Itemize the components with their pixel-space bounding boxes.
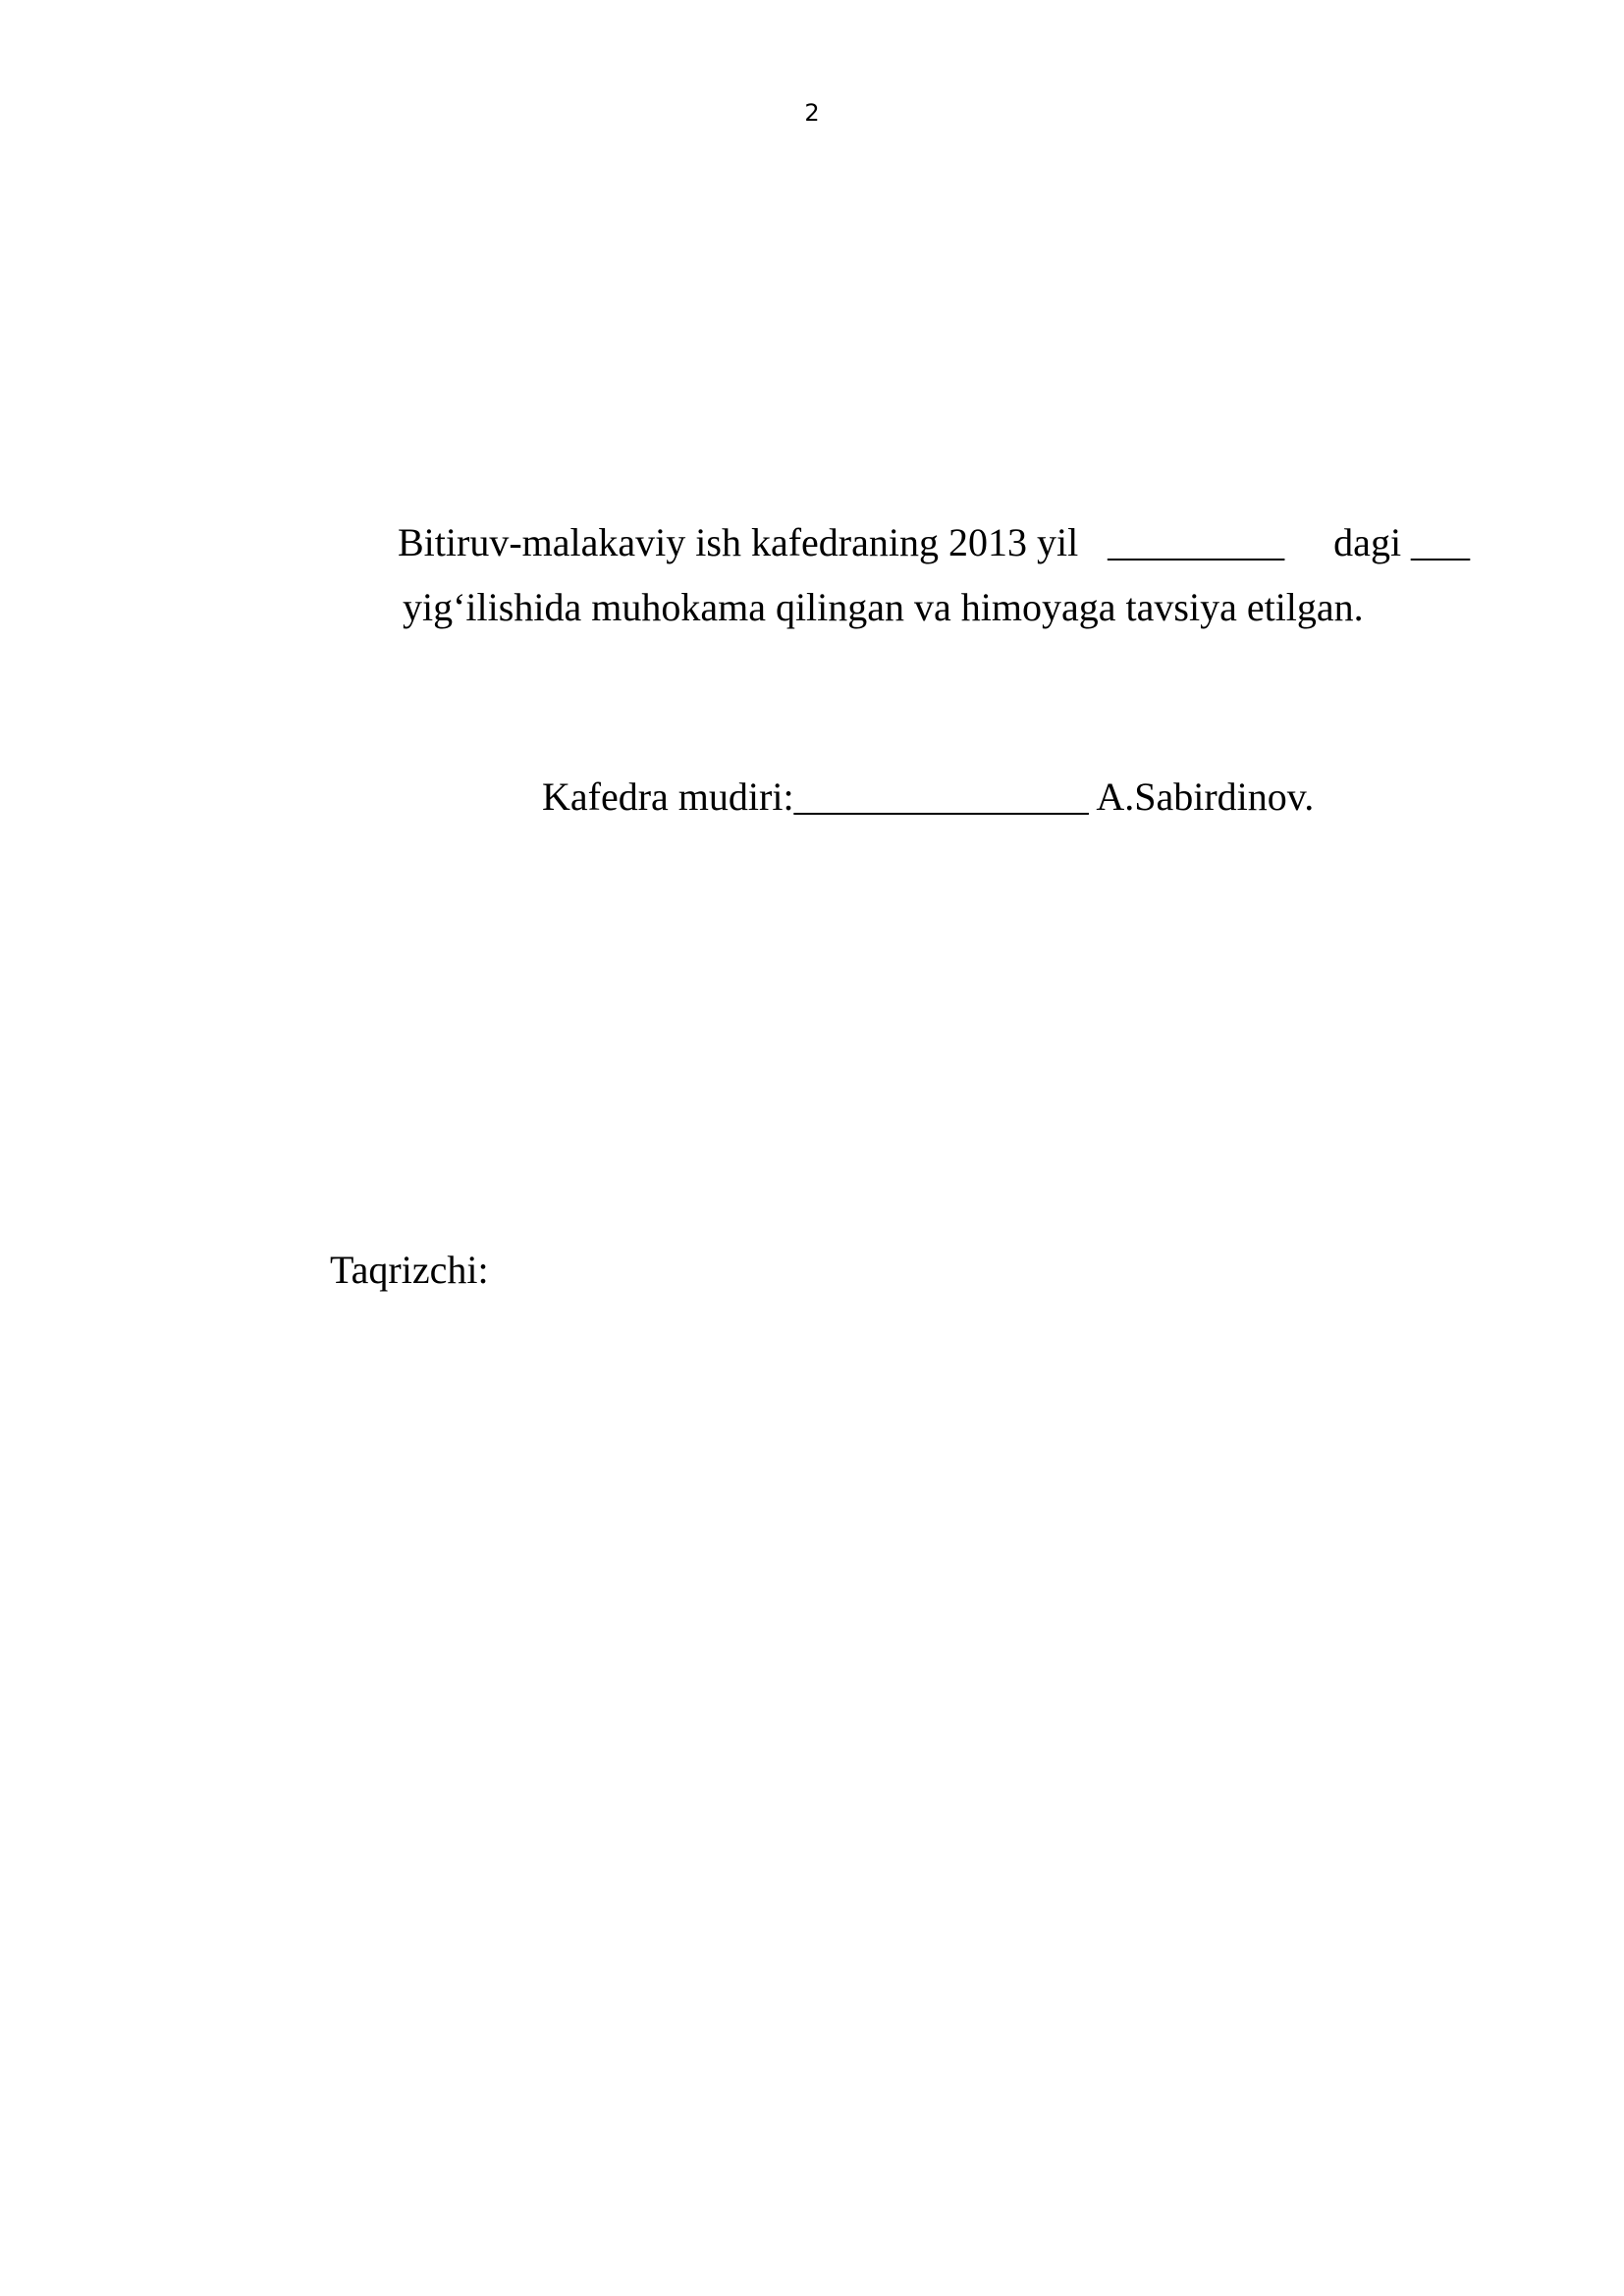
head-of-department-signature-line: Kafedra mudiri:_______________ A.Sabirdinov. xyxy=(542,774,1315,819)
approval-line-2: yig‘ilishida muhokama qilingan va himoyaga tavsiya etilgan. xyxy=(403,585,1364,629)
approval-line-1: Bitiruv-malakaviy ish kafedraning 2013 yil _________ dagi ___ xyxy=(398,520,1471,564)
reviewer-label: Taqrizchi: xyxy=(330,1248,489,1292)
page-number: 2 xyxy=(804,99,820,127)
